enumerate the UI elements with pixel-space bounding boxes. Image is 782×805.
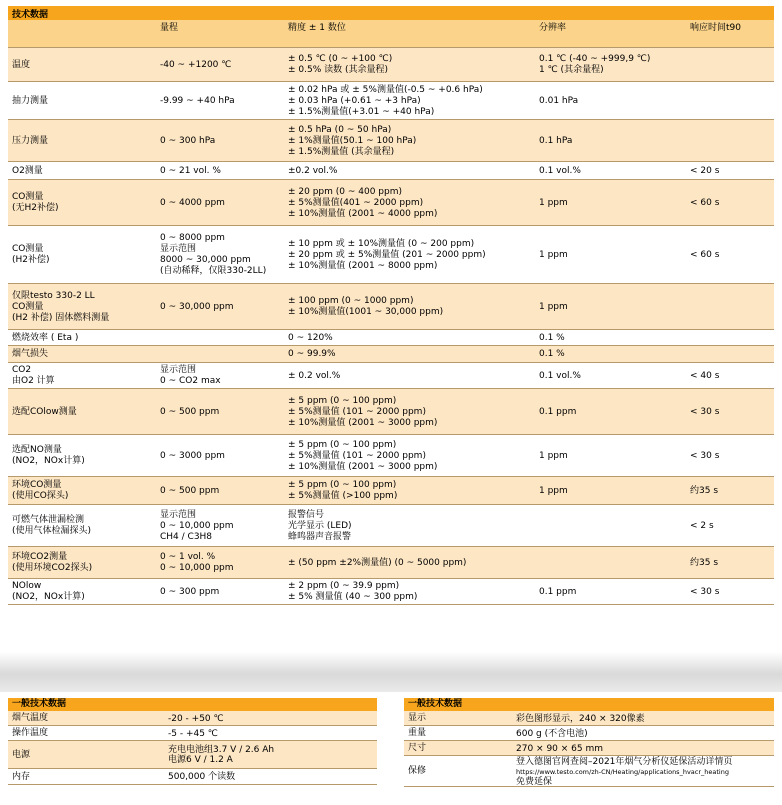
- cell-range: 0 ~ 300 hPa: [160, 136, 216, 146]
- spec-label: 显示: [408, 713, 427, 723]
- cell-accuracy: ± 10 ppm 或 ± 10%测量值 (0 ~ 200 ppm): [288, 239, 475, 249]
- cell-accuracy: ± 2 ppm (0 ~ 39.9 ppm): [288, 581, 400, 591]
- cell-accuracy: 报警信号: [288, 510, 325, 520]
- general-specs-right: [404, 698, 774, 798]
- spec-row: [8, 726, 377, 741]
- cell-resolution: 1 ppm: [539, 451, 568, 461]
- table-row: [8, 389, 774, 435]
- section-divider: [0, 652, 782, 692]
- cell-accuracy: ± 1.5%测量值(+3.01 ~ +40 hPa): [288, 107, 435, 117]
- general-specs-left: [8, 698, 377, 798]
- table-row: [8, 579, 774, 605]
- cell-range: -9.99 ~ +40 hPa: [160, 96, 235, 106]
- cell-parameter: (使用气体检漏探头): [12, 526, 92, 536]
- cell-response-time: < 30 s: [690, 587, 720, 597]
- spec-label: 电源: [12, 750, 31, 760]
- cell-accuracy: ± 20 ppm (0 ~ 400 ppm): [288, 187, 403, 197]
- cell-parameter: 温度: [12, 60, 31, 70]
- cell-resolution: 1 ℃ (其余量程): [539, 65, 604, 75]
- cell-resolution: 0.1 %: [539, 349, 565, 359]
- spec-value: 电源6 V / 1.2 A: [168, 755, 233, 765]
- cell-parameter: 压力测量: [12, 136, 49, 146]
- cell-response-time: < 20 s: [690, 166, 720, 176]
- spec-row: [404, 726, 774, 741]
- cell-resolution: 0.1 %: [539, 333, 565, 343]
- spec-row: [8, 769, 377, 785]
- cell-accuracy: ± 100 ppm (0 ~ 1000 ppm): [288, 296, 414, 306]
- cell-resolution: 0.1 ppm: [539, 587, 577, 597]
- cell-accuracy: ± 5%测量值 (>100 ppm): [288, 491, 398, 501]
- cell-resolution: 1 ppm: [539, 302, 568, 312]
- cell-accuracy: ± 0.03 hPa (+0.61 ~ +3 hPa): [288, 96, 421, 106]
- table-row: [8, 547, 774, 579]
- cell-accuracy: 0 ~ 99.9%: [288, 349, 336, 359]
- cell-resolution: 1 ppm: [539, 486, 568, 496]
- cell-accuracy: ± 0.02 hPa 或 ± 5%测量值(-0.5 ~ +0.6 hPa): [288, 85, 483, 95]
- cell-parameter: (H2 补偿) 固体燃料测量: [12, 313, 110, 323]
- spec-value: -5 - +45 ℃: [168, 729, 218, 739]
- cell-accuracy: ± 0.2 vol.%: [288, 371, 341, 381]
- spec-value: https://www.testo.com/zh-CN/Heating/applications_hvacr_heating: [516, 768, 729, 776]
- cell-range: 0 ~ 8000 ppm: [160, 233, 225, 243]
- cell-resolution: 0.01 hPa: [539, 96, 579, 106]
- cell-range: 0 ~ 500 ppm: [160, 407, 220, 417]
- cell-resolution: 0.1 hPa: [539, 136, 573, 146]
- cell-response-time: 约35 s: [690, 558, 719, 568]
- cell-parameter: CO测量: [12, 244, 44, 254]
- spec-label: 操作温度: [12, 728, 49, 738]
- table-row: [8, 48, 774, 82]
- cell-parameter: (使用CO探头): [12, 491, 69, 501]
- table-row: [8, 82, 774, 120]
- table-row: [8, 162, 774, 180]
- cell-accuracy: ±0.2 vol.%: [288, 166, 338, 176]
- cell-parameter: NOlow: [12, 581, 42, 591]
- cell-accuracy: 0 ~ 120%: [288, 333, 333, 343]
- cell-range: 0 ~ 500 ppm: [160, 486, 220, 496]
- cell-range: 0 ~ 21 vol. %: [160, 166, 221, 176]
- cell-accuracy: ± 20 ppm 或 ± 5%测量值 (201 ~ 2000 ppm): [288, 250, 486, 260]
- cell-accuracy: ± 10%测量值 (2001 ~ 3000 ppm): [288, 418, 438, 428]
- cell-parameter: 可燃气体泄漏检测: [12, 515, 85, 525]
- cell-parameter: 抽力测量: [12, 96, 49, 106]
- cell-resolution: 0.1 ℃ (-40 ~ +999,9 ℃): [539, 54, 651, 64]
- spec-value: 270 × 90 × 65 mm: [516, 744, 604, 754]
- table-row: [8, 180, 774, 226]
- cell-resolution: 0.1 vol.%: [539, 166, 581, 176]
- spec-table: [8, 6, 774, 646]
- spec-row: [404, 711, 774, 726]
- spec-label: 保修: [408, 766, 427, 776]
- cell-response-time: < 30 s: [690, 451, 720, 461]
- cell-response-time: < 2 s: [690, 521, 714, 531]
- cell-accuracy: ± 5% 测量值 (40 ~ 300 ppm): [288, 592, 418, 602]
- spec-table-title: 技术数据: [12, 10, 49, 20]
- spec-table-title-bar: [8, 6, 774, 20]
- cell-parameter: 烟气损失: [12, 349, 49, 359]
- spec-value: 登入德图官网查阅–2021年烟气分析仪延保活动详情页: [516, 757, 733, 767]
- cell-parameter: 燃烧效率 ( Eta ): [12, 333, 79, 343]
- cell-range: 显示范围: [160, 510, 197, 520]
- cell-range: 0 ~ 1 vol. %: [160, 552, 216, 562]
- cell-accuracy: ± 0.5% 读数 (其余量程): [288, 65, 389, 75]
- cell-parameter: CO测量: [12, 192, 44, 202]
- table-row: [8, 120, 774, 162]
- table-row: [8, 477, 774, 505]
- cell-response-time: 约35 s: [690, 486, 719, 496]
- cell-accuracy: ± 1.5%测量值 (其余量程): [288, 147, 395, 157]
- spec-value: 600 g (不含电池): [516, 729, 588, 739]
- cell-range: 0 ~ 10,000 ppm: [160, 563, 234, 573]
- cell-parameter: (使用环境CO2探头): [12, 563, 93, 573]
- cell-range: -40 ~ +1200 ℃: [160, 60, 232, 70]
- cell-parameter: 选配COlow测量: [12, 407, 77, 417]
- cell-accuracy: ± (50 ppm ±2%测量值) (0 ~ 5000 ppm): [288, 558, 467, 568]
- header-response-time: 响应时间t90: [690, 23, 741, 33]
- cell-accuracy: ± 5%测量值(401 ~ 2000 ppm): [288, 198, 424, 208]
- cell-parameter: CO2: [12, 365, 32, 375]
- spec-label: 内存: [12, 772, 31, 782]
- cell-accuracy: ± 0.5 hPa (0 ~ 50 hPa): [288, 125, 392, 135]
- header-resolution: 分辨率: [539, 23, 567, 33]
- table-row: [8, 363, 774, 389]
- table-row: [8, 505, 774, 547]
- cell-range: 0 ~ 3000 ppm: [160, 451, 225, 461]
- spec-table-header: [8, 20, 774, 48]
- cell-response-time: < 60 s: [690, 250, 720, 260]
- spec-value: -20 - +50 ℃: [168, 714, 224, 724]
- cell-accuracy: ± 5%测量值 (101 ~ 2000 ppm): [288, 407, 426, 417]
- cell-parameter: (无H2补偿): [12, 203, 59, 213]
- general-specs-right-title: 一般技术数据: [404, 698, 774, 711]
- spec-label: 尺寸: [408, 743, 427, 753]
- cell-resolution: 1 ppm: [539, 198, 568, 208]
- cell-parameter: 由O2 计算: [12, 376, 55, 386]
- cell-parameter: 仅限testo 330-2 LL: [12, 291, 95, 301]
- spec-value: 彩色图形显示，240 × 320像素: [516, 714, 645, 724]
- table-row: [8, 346, 774, 363]
- cell-response-time: < 40 s: [690, 371, 720, 381]
- cell-accuracy: ± 5 ppm (0 ~ 100 ppm): [288, 440, 397, 450]
- header-accuracy: 精度 ± 1 数位: [288, 23, 346, 33]
- cell-accuracy: 光学显示 (LED): [288, 521, 352, 531]
- spec-label: 烟气温度: [12, 713, 49, 723]
- cell-parameter: (H2补偿): [12, 255, 50, 265]
- cell-accuracy: ± 5 ppm (0 ~ 100 ppm): [288, 396, 397, 406]
- cell-accuracy: ± 10%测量值(1001 ~ 30,000 ppm): [288, 307, 444, 317]
- cell-accuracy: ± 10%测量值 (2001 ~ 3000 ppm): [288, 462, 438, 472]
- cell-range: 0 ~ 10,000 ppm: [160, 521, 234, 531]
- spec-value: 免费延保: [516, 777, 553, 787]
- cell-range: 显示范围: [160, 365, 197, 375]
- cell-range: 0 ~ CO2 max: [160, 376, 221, 386]
- cell-parameter: (NO2，NOx计算): [12, 456, 85, 466]
- cell-range: 8000 ~ 30,000 ppm: [160, 255, 251, 265]
- cell-parameter: 选配NO测量: [12, 445, 62, 455]
- table-row: [8, 284, 774, 330]
- spec-row: [8, 711, 377, 726]
- cell-accuracy: ± 10%测量值 (2001 ~ 8000 ppm): [288, 261, 438, 271]
- cell-parameter: (NO2，NOx计算): [12, 592, 85, 602]
- cell-parameter: 环境CO2测量: [12, 552, 68, 562]
- spec-row: [404, 756, 774, 787]
- cell-parameter: CO测量: [12, 302, 44, 312]
- cell-range: 显示范围: [160, 244, 197, 254]
- cell-resolution: 0.1 vol.%: [539, 371, 581, 381]
- spec-label: 重量: [408, 728, 427, 738]
- spec-value: 充电电池组3.7 V / 2.6 Ah: [168, 745, 275, 755]
- cell-accuracy: ± 10%测量值 (2001 ~ 4000 ppm): [288, 209, 438, 219]
- cell-accuracy: ± 5 ppm (0 ~ 100 ppm): [288, 480, 397, 490]
- cell-range: 0 ~ 300 ppm: [160, 587, 220, 597]
- header-range: 量程: [160, 23, 179, 33]
- cell-range: (自动稀释，仅限330-2LL): [160, 266, 267, 276]
- cell-accuracy: 蜂鸣器声音报警: [288, 532, 352, 542]
- table-row: [8, 226, 774, 284]
- cell-resolution: 0.1 ppm: [539, 407, 577, 417]
- cell-range: 0 ~ 30,000 ppm: [160, 302, 234, 312]
- spec-row: [404, 741, 774, 756]
- cell-parameter: 环境CO测量: [12, 480, 62, 490]
- cell-parameter: O2测量: [12, 166, 43, 176]
- spec-value: 500,000 个读数: [168, 772, 236, 782]
- cell-resolution: 1 ppm: [539, 250, 568, 260]
- spec-row: [8, 741, 377, 769]
- cell-response-time: < 30 s: [690, 407, 720, 417]
- table-row: [8, 330, 774, 346]
- cell-range: CH4 / C3H8: [160, 532, 213, 542]
- table-row: [8, 435, 774, 477]
- cell-accuracy: ± 0.5 ℃ (0 ~ +100 ℃): [288, 54, 393, 64]
- cell-accuracy: ± 5%测量值 (101 ~ 2000 ppm): [288, 451, 426, 461]
- cell-accuracy: ± 1%测量值(50.1 ~ 100 hPa): [288, 136, 417, 146]
- general-specs-left-title: 一般技术数据: [8, 698, 377, 711]
- cell-response-time: < 60 s: [690, 198, 720, 208]
- cell-range: 0 ~ 4000 ppm: [160, 198, 225, 208]
